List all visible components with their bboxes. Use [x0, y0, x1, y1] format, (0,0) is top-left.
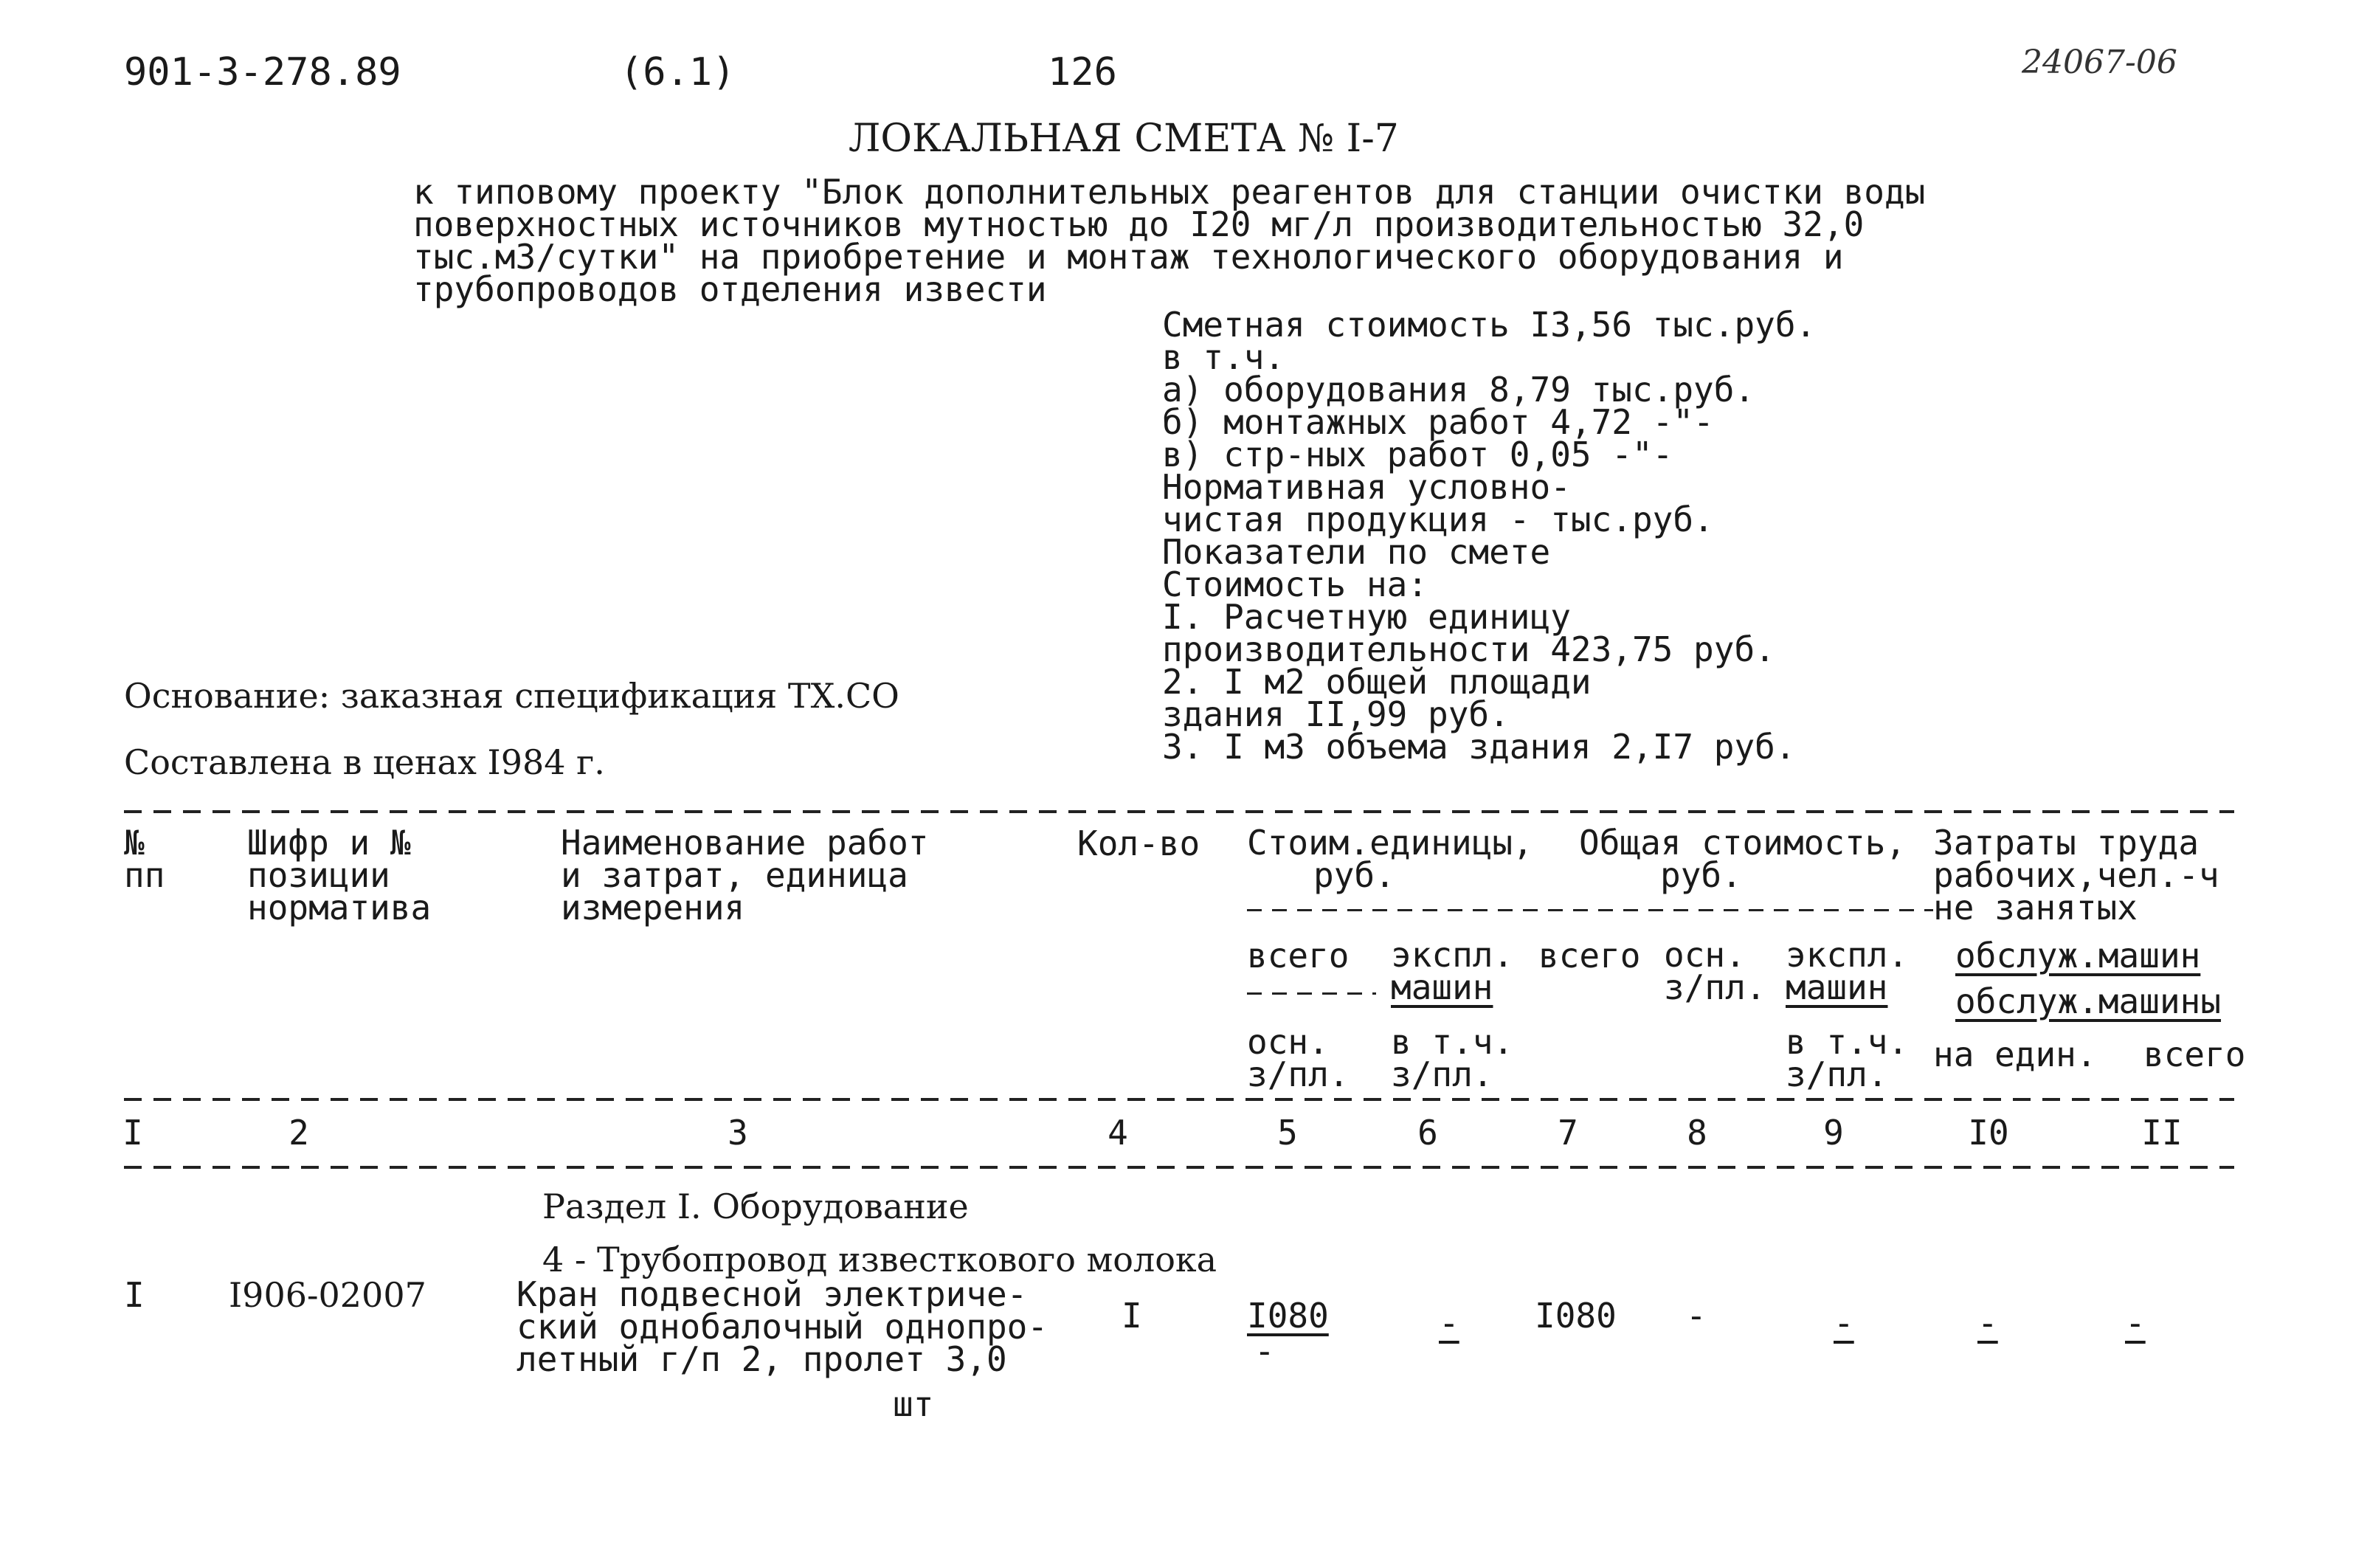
basis-note: Основание: заказная спецификация ТХ.СО: [124, 676, 899, 716]
summary-line: I. Расчетную единицу: [1162, 597, 1571, 637]
column-number: I: [122, 1113, 143, 1153]
summary-line: в) стр-ных работ 0,05 -"-: [1162, 435, 1673, 474]
header-text: экспл.: [1391, 935, 1514, 975]
row-name-line: ский однобалочный однопро-: [516, 1307, 1048, 1347]
column-number: 7: [1558, 1113, 1578, 1153]
col5-split-rule: [1247, 992, 1376, 995]
row-labor-total: -: [2125, 1303, 2146, 1343]
compiled-note: Составлена в ценах I984 г.: [124, 742, 605, 782]
header-text: з/пл.: [1786, 1054, 1888, 1094]
header-text: пп: [124, 855, 165, 895]
row-name-line: летный г/п 2, пролет 3,0: [516, 1339, 1007, 1379]
summary-line: чистая продукция - тыс.руб.: [1162, 500, 1714, 539]
header-text: норматива: [247, 888, 432, 928]
header-text: в т.ч.: [1786, 1022, 1909, 1062]
subtitle-line: трубопроводов отделения извести: [413, 269, 1047, 309]
subsection-title: 4 - Трубопровод известкового молока: [542, 1240, 1217, 1279]
document-code: 901-3-278.89: [124, 50, 401, 94]
row-unit-total: I080: [1247, 1296, 1329, 1336]
summary-line: а) оборудования 8,79 тыс.руб.: [1162, 370, 1755, 410]
header-col-5: всего: [1247, 936, 1350, 975]
header-text: з/пл.: [1247, 1054, 1350, 1094]
header-text: Стоим.единицы,: [1247, 823, 1533, 863]
summary-line: производительности 423,75 руб.: [1162, 629, 1775, 669]
summary-line: 2. I м2 общей площади: [1162, 662, 1592, 702]
subheader-rule: [1247, 909, 1933, 911]
column-numbers-top-rule: [124, 1098, 2234, 1101]
table-top-rule: [124, 810, 2234, 813]
header-text: не занятых: [1933, 888, 2138, 928]
summary-line: Показатели по смете: [1162, 532, 1551, 572]
header-text: экспл.: [1786, 935, 1909, 975]
header-text: з/пл.: [1391, 1054, 1493, 1094]
header-text: Затраты труда: [1933, 823, 2200, 863]
column-number: 9: [1823, 1113, 1844, 1153]
header-text: машин: [1391, 967, 1493, 1007]
header-text: руб.: [1313, 855, 1395, 895]
header-text: измерения: [561, 888, 745, 928]
header-text: Наименование работ: [561, 823, 929, 863]
row-number: I: [124, 1275, 145, 1315]
header-text: з/пл.: [1664, 967, 1766, 1007]
header-col-11: всего: [2143, 1035, 2246, 1074]
subtitle-line: к типовому проекту "Блок дополнительных реагентов для станции очистки воды: [413, 172, 1926, 212]
document-title: ЛОКАЛЬНАЯ СМЕТА № I-7: [849, 117, 1399, 161]
header-col-4: Кол-во: [1077, 823, 1200, 863]
header-text: и затрат, единица: [561, 855, 908, 895]
row-total-wage: -: [1686, 1296, 1707, 1336]
column-numbers-bottom-rule: [124, 1166, 2234, 1169]
summary-line: б) монтажных работ 4,72 -"-: [1162, 402, 1714, 442]
row-unit-total-below: -: [1254, 1331, 1275, 1371]
handwritten-stamp: 24067-06: [2022, 44, 2177, 81]
row-qty: I: [1122, 1296, 1142, 1336]
column-number: I0: [1968, 1113, 2009, 1153]
summary-line: Стоимость на:: [1162, 564, 1428, 604]
header-col-10: на един.: [1933, 1035, 2097, 1074]
header-text: осн.: [1247, 1022, 1329, 1062]
header-text: Общая стоимость,: [1579, 823, 1907, 863]
summary-line: здания II,99 руб.: [1162, 694, 1510, 734]
header-text: в т.ч.: [1391, 1022, 1514, 1062]
row-total-mach: -: [1834, 1303, 1854, 1343]
header-text: машин: [1786, 967, 1888, 1007]
row-name-line: Кран подвесной электриче-: [516, 1274, 1028, 1314]
album-number: (6.1): [620, 50, 736, 94]
column-number: 6: [1417, 1113, 1438, 1153]
column-number: 4: [1108, 1113, 1128, 1153]
header-labor-sub-1: обслуж.машин: [1955, 936, 2201, 975]
row-labor-unit: -: [1977, 1303, 1998, 1343]
section-title: Раздел I. Оборудование: [542, 1187, 969, 1226]
subtitle-line: поверхностных источников мутностью до I20 мг/л производительностью 32,0: [413, 204, 1865, 244]
header-text: осн.: [1664, 935, 1746, 975]
row-unit: шт: [893, 1384, 934, 1424]
summary-line: в т.ч.: [1162, 337, 1285, 377]
column-number: 5: [1277, 1113, 1298, 1153]
header-text: рабочих,чел.-ч: [1933, 855, 2219, 895]
page-number: 126: [1048, 50, 1117, 94]
summary-line: Нормативная условно-: [1162, 467, 1571, 507]
summary-line: Сметная стоимость I3,56 тыс.руб.: [1162, 305, 1817, 345]
header-text: Шифр и №: [247, 823, 411, 863]
row-unit-mach: -: [1439, 1303, 1459, 1343]
column-number: 8: [1687, 1113, 1707, 1153]
header-text: №: [124, 823, 145, 863]
row-code: I906-02007: [229, 1275, 426, 1315]
column-number: 2: [288, 1113, 309, 1153]
row-total: I080: [1535, 1296, 1617, 1336]
column-number: II: [2141, 1113, 2183, 1153]
summary-line: 3. I м3 объема здания 2,I7 руб.: [1162, 727, 1796, 767]
subtitle-line: тыс.м3/сутки" на приобретение и монтаж технологического оборудования и: [413, 237, 1844, 277]
header-labor-sub-2: обслуж.машины: [1955, 981, 2222, 1021]
header-text: позиции: [247, 855, 390, 895]
header-col-7: всего: [1538, 936, 1641, 975]
column-number: 3: [728, 1113, 748, 1153]
header-text: руб.: [1660, 855, 1742, 895]
